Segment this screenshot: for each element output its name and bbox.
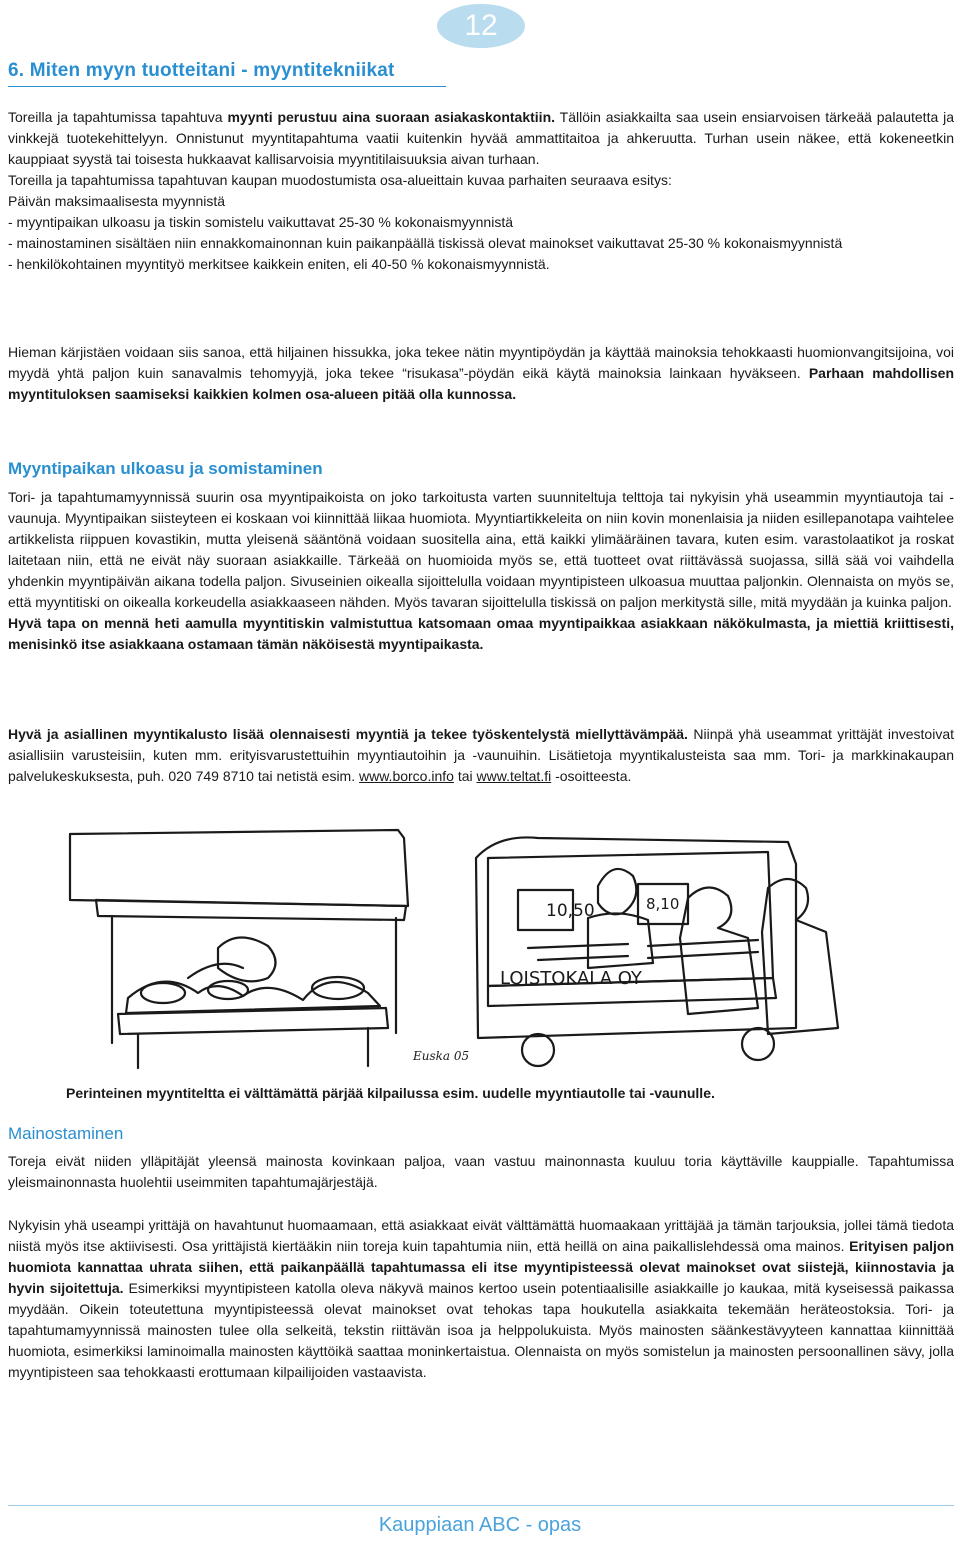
truck-sign: LOISTOKALA OY (500, 968, 642, 989)
page-number: 12 (464, 9, 498, 42)
summary-text (8, 342, 954, 405)
vendor-figure (218, 937, 276, 981)
link-teltat[interactable]: www.teltat.fi (476, 768, 552, 784)
footer-title: Kauppiaan ABC - opas (378, 1514, 582, 1536)
price-sign-left: 10,50 (546, 901, 595, 921)
appearance-text (8, 487, 954, 655)
customer-figure (762, 879, 838, 1034)
intro-paragraph-2: Toreilla ja tapahtumissa tapahtuvan kaupan muodostumista osa-alueittain kuvaa parhaiten seuraava esitys: (8, 172, 672, 188)
appearance-paragraph-1: Tori- ja tapahtumamyynnissä suurin osa myyntipaikoista on joko tarkoitusta varten suunniteltuja telttoja tai nykyisin yhä useammin myyntiautoja tai -vaunuja. Myyntipaikan siisteyteen ei koskaan voi kiinnittää liikaa huomiota. Myyntiartikkeleita on niin kovin monenlaisia ja niiden esillepanotapa vaihtelee artikkelista riippuen kovastikin, mutta yleisenä sääntönä voidaan suositella aina, että kaikki ylimääräinen tavara, kuten esim. varastolaatikot ja roskat laitetaan niin, että ne eivät näy suoraan asiakkaille. Tärkeää on huomioida myös se, että tuotteet ovat riittävässä suojassa, sillä sää voi vaihdella yhdenkin myyntipäivän aikana todella paljon. Sivuseinien oikealla sijoittelulla voidaan myyntipisteen ulkoasua muuttaa paljonkin. Olennaista on myös se, että myyntitiski on oikealla korkeudella asiakkaaseen nähden. Myös tavaran sijoittelulla tiskissä on paljon merkitystä sille, mitä myydään ja kuinka paljon. (8, 489, 954, 610)
link-borco[interactable]: www.borco.info (359, 768, 454, 784)
equipment-text (8, 724, 954, 787)
summary-paragraph: Hieman kärjistäen voidaan siis sanoa, että hiljainen hissukka, joka tekee nätin myyntipöydän ja käyttää mainoksia tehokkaasti huomionvangitsijoina, voi myydä yhtä paljon kuin sanavalmis tehomyyjä, joka tekee “risukasa”-pöydän eikä käytä mainoksia lainkaan hyväkseen. Parhaan mahdollisen myyntituloksen saamiseksi kaikkien kolmen osa-alueen pitää olla kunnossa. (8, 344, 954, 402)
footer-rule (8, 1505, 954, 1506)
chapter-title: 6. Miten myyn tuotteitani - myyntitekniikat (8, 60, 395, 81)
price-sign-right: 8,10 (646, 895, 680, 913)
bullet-item: - mainostaminen sisältäen niin ennakkomainonnan kuin paikanpäällä tiskissä olevat mainokset vaikuttavat 25-30 % kokonaismyynnistä (8, 235, 843, 251)
market-cartoon-illustration (68, 828, 888, 1078)
page-number-badge (437, 4, 525, 48)
equipment-paragraph: Hyvä ja asiallinen myyntikalusto lisää olennaisesti myyntiä ja tekee työskentelystä miellyttävämpää. Niinpä yhä useammat yrittäjät investoivat asiallisiin varusteisiin, kuten mm. erityisvarustettuihin myyntiautoihin ja -vaunuihin. Lisätietoja myyntikalusteista saa mm. Tori- ja markkinakaupan palvelukeskuksesta, puh. 020 749 8710 tai netistä esim. www.borco.info tai www.teltat.fi -osoitteesta. (8, 726, 954, 784)
intro-paragraph-1: Toreilla ja tapahtumissa tapahtuva myynti perustuu aina suoraan asiakaskontaktiin. Tällöin asiakkailta saa usein ensiarvoisen tärkeää palautetta ja vinkkejä tuotekehittelyyn. Onnistunut myyntitapahtuma vaatii kuitenkin hyvää ammattitaitoa ja ahkeruutta. Turhan usein näkee, että kokeneetkin kauppiaat syystä tai toisesta hukkaavat kallisarvoisia myyntitilaisuuksia aivan turhaan. (8, 109, 955, 167)
bullet-item: - henkilökohtainen myyntityö merkitsee kaikkein eniten, eli 40-50 % kokonaismyynnistä. (8, 256, 550, 272)
chapter-title-underline (8, 86, 446, 87)
appearance-paragraph-1-bold: Hyvä tapa on mennä heti aamulla myyntitiskin valmistuttua katsomaan omaa myyntipaikkaa asiakkaan näkökulmasta, ja miettiä kriittisesti, menisinkö itse asiakkaana ostamaan tämän näköisestä myyntipaikasta. (8, 615, 954, 652)
customer-figure (680, 887, 758, 1014)
intro-paragraph-2b: Päivän maksimaalisesta myynnistä (8, 193, 226, 209)
section-heading-advertising: Mainostaminen (8, 1124, 124, 1143)
illustration-caption: Perinteinen myyntiteltta ei välttämättä pärjää kilpailussa esim. uudelle myyntiautolle tai -vaunulle. (66, 1085, 715, 1101)
advertising-paragraph-1: Toreja eivät niiden ylläpitäjät yleensä mainosta kovinkaan paljoa, vaan vastuu mainonnasta kuuluu toria käyttäville kauppialle. Tapahtumissa yleismainonnasta huolehtii useimmiten tapahtumajärjestäjä. (8, 1153, 954, 1190)
advertising-text-1 (8, 1151, 954, 1193)
advertising-paragraph-2: Nykyisin yhä useampi yrittäjä on havahtunut huomaamaan, että asiakkaat eivät välttämättä huomaakaan yrittäjää ja tämän tarjouksia, jollei tämä tiedota niistä myös itse aktiivisesti. Osa yrittäjistä kiertääkin niin toreja kuin tapahtumia niin, että heillä on aina paikallislehdessä oma mainos. Erityisen paljon huomiota kannattaa uhrata siihen, että paikanpäällä tapahtumassa eli itse myyntipisteessä olevat mainokset ovat siistejä, kiinnostavia ja hyvin sijoitettuja. Esimerkiksi myyntipisteen katolla oleva näkyvä mainos kertoo usein potentiaalisille asiakkaille jo kaukaa, mitä kyseisessä paikassa myydään. Oikein toteutettuna myyntipisteessä olevat mainokset ovat tehokas tapa houkutella asiakkaita tekemään heräteostoksia. Tori- ja tapahtumamyynnissä mainosten tulee olla selkeitä, tekstin riittävän isoa ja helppolukuista. Myös mainosten säänkestävyyteen kannattaa kiinnittää huomiota, esimerkiksi laminoimalla mainosten käyttöikä saattaa moninkertaistua. Olennaista on myös somistelun ja mainosten persoonallinen sävy, jolla myyntipisteen saa tehokkaasti erottumaan kilpailijoiden vastaavista. (8, 1217, 954, 1380)
bullet-item: - myyntipaikan ulkoasu ja tiskin somistelu vaikuttavat 25-30 % kokonaismyynnistä (8, 214, 514, 230)
tent-awning (96, 900, 406, 920)
section-heading-appearance: Myyntipaikan ulkoasu ja somistaminen (8, 459, 323, 478)
intro-text (8, 107, 954, 275)
tent-roof (70, 830, 408, 906)
artist-signature: Euska 05 (413, 1049, 470, 1063)
advertising-text-2 (8, 1215, 954, 1383)
